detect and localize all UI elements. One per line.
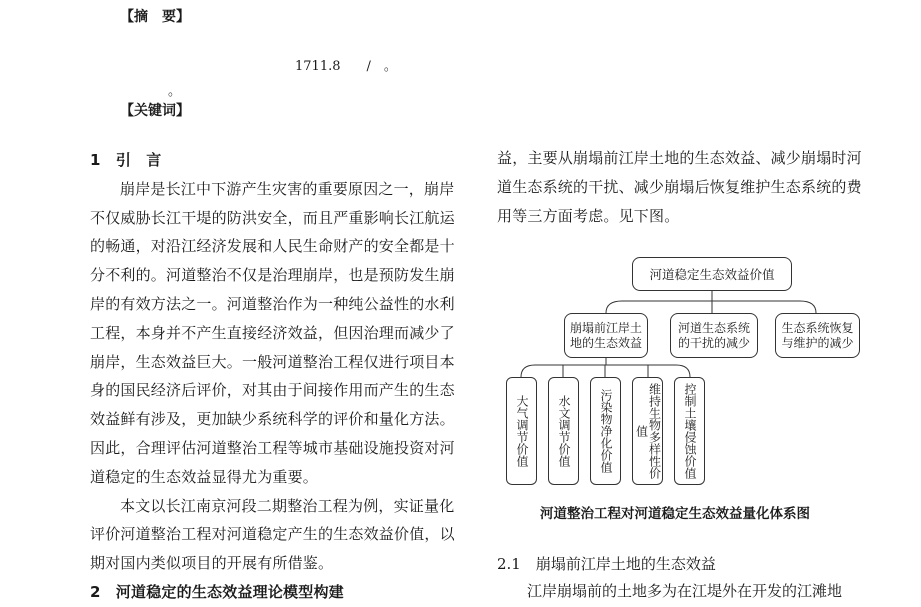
diagram-node-land-benefit: 崩塌前江岸土地的生态效益 (564, 313, 648, 358)
subsection-2-1-cut-line: 江岸崩塌前的土地多为在江堤外在开发的江滩地 (527, 582, 843, 600)
diagram-node-air-regulation: 大气调节价值 (506, 377, 537, 485)
diagram-node-soil-erosion: 控制土壤侵蚀价值 (674, 377, 705, 485)
section-1-heading: 1 引 言 (90, 151, 162, 169)
keywords-label: 【关键词】 (120, 103, 190, 119)
abstract-label: 【摘 要】 (120, 9, 190, 25)
diagram-caption: 河道整治工程对河道稳定生态效益量化体系图 (540, 506, 810, 522)
diagram-node-hydrology-regulation: 水文调节价值 (548, 377, 579, 485)
abstract-figure-text: 1711.8 / 。 (295, 59, 397, 74)
diagram-node-pollutant-purification: 污染物净化价值 (590, 377, 621, 485)
right-column-intro: 益，主要从崩塌前江岸土地的生态效益、减少崩塌时河道生态系统的干扰、减少崩塌后恢复维护生态系统的费用等三方面考虑。见下图。 (497, 149, 862, 225)
paragraph-2: 本文以长江南京河段二期整治工程为例，实证量化评价河道整治工程对河道稳定产生的生态效益价值，以期对国内类似项目的开展有所借鉴。 (90, 496, 455, 573)
paragraph-1: 崩岸是长江中下游产生灾害的重要原因之一，崩岸不仅威胁长江干堤的防洪安全，而且严重影响长江航运的畅通，对沿江经济发展和人民生命财产的安全都是十分不利的。河道整治不仅是治理崩岸，也是预防发生崩岸的有效方法之一。河道整治作为一种纯公益性的水利工程，本身并不产生直接经济效益，但因治理而减少了崩岸，生态效益巨大。一般河道整治工程仅进行项目本身的国民经济后评价，对其由于间接作用而产生的生态效益鲜有涉及，更加缺少系统科学的评价和量化方法。因此，合理评估河道整治工程等城市基础设施投资对河道稳定的生态效益显得尤为重要。 (90, 179, 455, 486)
connector-level1-bar (606, 301, 816, 313)
diagram-node-restoration-reduction: 生态系统恢复与维护的减少 (775, 313, 860, 358)
abstract-dot: 。 (168, 84, 182, 99)
section-2-heading: 2 河道稳定的生态效益理论模型构建 (90, 582, 344, 601)
diagram-root-node: 河道稳定生态效益价值 (632, 257, 792, 291)
subsection-2-1-heading: 2.1 崩塌前江岸土地的生态效益 (497, 555, 716, 573)
diagram-node-biodiversity: 维持生物多样性价值 (632, 377, 663, 485)
diagram-node-ecosystem-disturbance: 河道生态系统的干扰的减少 (670, 313, 758, 358)
